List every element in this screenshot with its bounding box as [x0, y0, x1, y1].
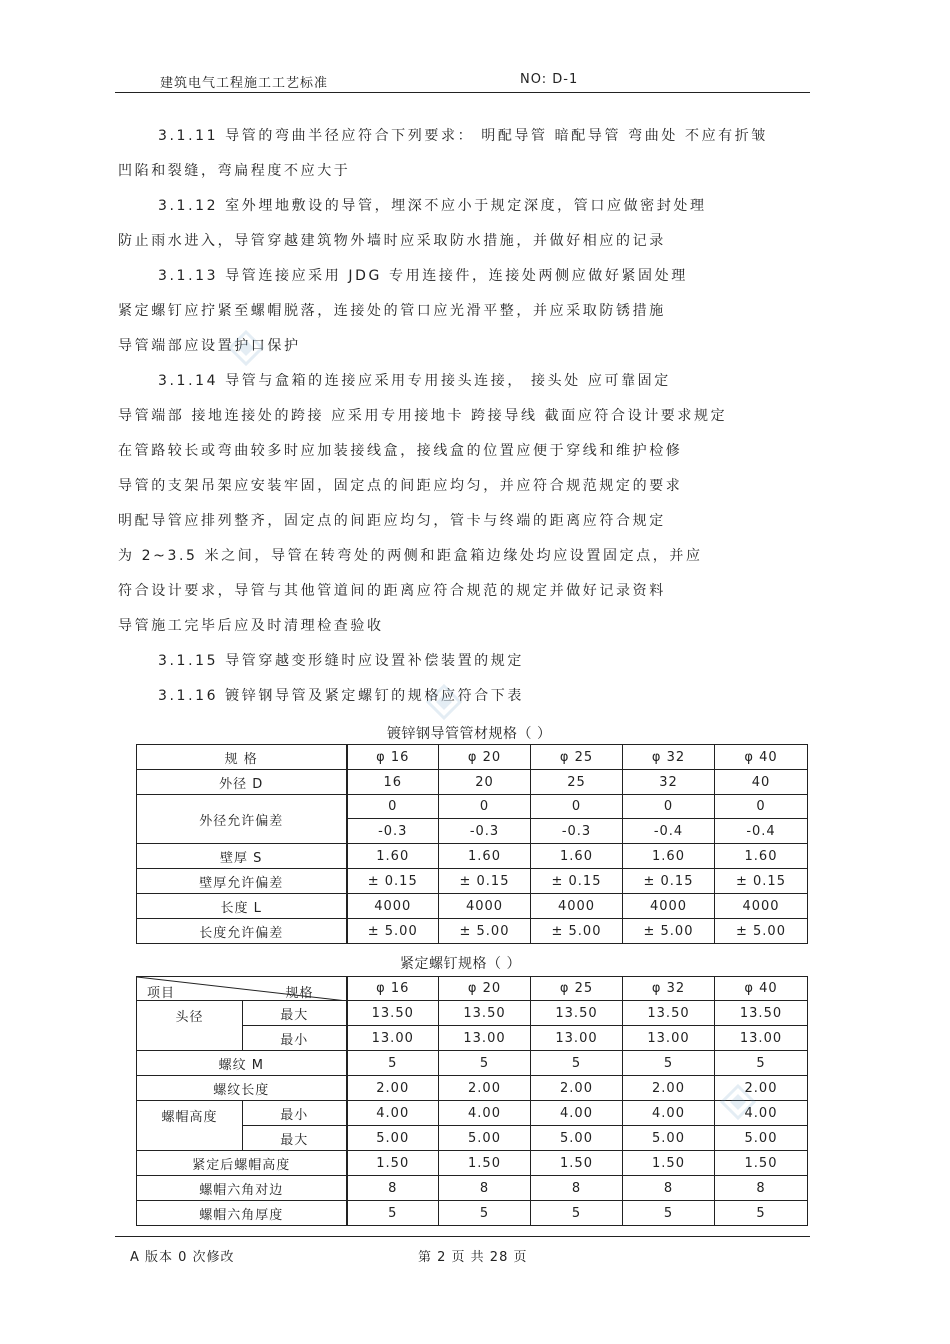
table-cell: 4.00 — [347, 1101, 439, 1126]
row-label: 长度允许偏差 — [137, 919, 347, 944]
table-cell: 1.50 — [531, 1151, 623, 1176]
table-cell: 1.50 — [439, 1151, 531, 1176]
table-cell: 1.50 — [347, 1151, 439, 1176]
table-cell: 1.60 — [347, 844, 439, 869]
table-cell: 4000 — [715, 894, 808, 919]
row-label: 壁厚 S — [137, 844, 347, 869]
table-cell: 4000 — [347, 894, 439, 919]
table-cell: 25 — [531, 770, 623, 795]
page-footer — [115, 1236, 810, 1265]
corner-left-label: 项目 — [147, 986, 176, 1001]
table-cell: 5 — [715, 1051, 808, 1076]
column-header: φ 40 — [715, 977, 808, 1001]
table-row — [137, 919, 808, 944]
table-cell: ± 0.15 — [623, 869, 715, 894]
body-line: 3.1.15 导管穿越变形缝时应设置补偿装置的规定 — [158, 653, 524, 669]
table-cell: -0.3 — [347, 819, 439, 844]
table-cell: ± 0.15 — [531, 869, 623, 894]
table-row — [137, 1151, 808, 1176]
table-row — [137, 1176, 808, 1201]
table-cell: 5.00 — [347, 1126, 439, 1151]
table-cell: 4.00 — [623, 1101, 715, 1126]
sub-label: 最小 — [243, 1101, 347, 1126]
watermark-icon — [228, 330, 264, 366]
header-doc-number: NO: D-1 — [520, 72, 579, 87]
body-line: 3.1.12 室外埋地敷设的导管，埋深不应小于规定深度，管口应做密封处理 — [158, 198, 707, 214]
body-line: 3.1.16 镀锌钢导管及紧定螺钉的规格应符合下表 — [158, 688, 524, 704]
table-cell: φ 20 — [439, 745, 531, 770]
table1-caption: 镀锌钢导管管材规格（ ） — [387, 726, 552, 742]
screw-spec-table — [136, 976, 808, 1226]
table-cell: 1.60 — [531, 844, 623, 869]
row-label: 螺纹 M — [137, 1051, 347, 1076]
table-cell: ± 5.00 — [347, 919, 439, 944]
body-line: 明配导管应排列整齐，固定点的间距应均匀，管卡与终端的距离应符合规定 — [118, 513, 666, 529]
table-row — [137, 745, 808, 770]
table-cell: 0 — [347, 795, 439, 819]
sub-label: 最大 — [243, 1001, 347, 1026]
table-row — [137, 1076, 808, 1101]
table-cell: 2.00 — [715, 1076, 808, 1101]
table-cell: 5 — [439, 1051, 531, 1076]
table-cell: φ 25 — [531, 745, 623, 770]
table-cell: 13.50 — [623, 1001, 715, 1026]
table-cell: 13.00 — [439, 1026, 531, 1051]
table-cell: 13.00 — [347, 1026, 439, 1051]
table-cell: 0 — [531, 795, 623, 819]
table-cell: 1.60 — [439, 844, 531, 869]
body-line: 为 2~3.5 米之间，导管在转弯处的两侧和距盒箱边缘处均应设置固定点，并应 — [118, 548, 703, 564]
footer-version: A 版本 0 次修改 — [130, 1250, 235, 1265]
table-cell: 5 — [715, 1201, 808, 1226]
table-cell: 13.50 — [347, 1001, 439, 1026]
table-row — [137, 894, 808, 919]
table-cell: 4.00 — [531, 1101, 623, 1126]
table-cell: 1.50 — [623, 1151, 715, 1176]
table-cell: 5 — [623, 1201, 715, 1226]
table-cell: 13.50 — [715, 1001, 808, 1026]
body-line: 3.1.14 导管与盒箱的连接应采用专用接头连接， 接头处 应可靠固定 — [158, 373, 671, 389]
table-cell: ± 5.00 — [531, 919, 623, 944]
table-cell: 5.00 — [531, 1126, 623, 1151]
table2-caption: 紧定螺钉规格（ ） — [400, 956, 521, 972]
table-row — [137, 770, 808, 795]
corner-cell — [137, 977, 347, 1001]
table-row — [137, 869, 808, 894]
table-cell: 13.00 — [715, 1026, 808, 1051]
table-cell: 4000 — [531, 894, 623, 919]
table-cell: 20 — [439, 770, 531, 795]
table-cell: 5.00 — [623, 1126, 715, 1151]
table-cell: ± 5.00 — [623, 919, 715, 944]
pipe-spec-table — [136, 744, 808, 944]
table-cell: -0.4 — [715, 819, 808, 844]
table-cell: 13.50 — [439, 1001, 531, 1026]
table-cell: 4.00 — [715, 1101, 808, 1126]
table-cell: 2.00 — [623, 1076, 715, 1101]
body-line: 凹陷和裂缝，弯扁程度不应大于 — [118, 163, 351, 179]
table-row — [137, 1001, 808, 1026]
body-line: 3.1.11 导管的弯曲半径应符合下列要求： 明配导管 暗配导管 弯曲处 不应有折皱 — [158, 128, 768, 144]
body-line: 导管端部 接地连接处的跨接 应采用专用接地卡 跨接导线 截面应符合设计要求规定 — [118, 408, 728, 424]
table-cell: 5 — [531, 1051, 623, 1076]
table-row — [137, 1101, 808, 1126]
table-cell: 0 — [715, 795, 808, 819]
footer-page-number: 第 2 页 共 28 页 — [418, 1250, 528, 1265]
table-cell: 40 — [715, 770, 808, 795]
table-cell: 1.60 — [623, 844, 715, 869]
column-header: φ 25 — [531, 977, 623, 1001]
table-row — [137, 1201, 808, 1226]
table-cell: φ 40 — [715, 745, 808, 770]
table-cell: 2.00 — [439, 1076, 531, 1101]
table-cell: 32 — [623, 770, 715, 795]
table-cell: -0.3 — [531, 819, 623, 844]
corner-right-label: 规格 — [285, 986, 314, 1001]
table-row — [137, 844, 808, 869]
table-cell: ± 0.15 — [715, 869, 808, 894]
body-line: 导管施工完毕后应及时清理检查验收 — [118, 618, 384, 634]
table-cell: 8 — [347, 1176, 439, 1201]
table-row — [137, 1051, 808, 1076]
table-row — [137, 795, 808, 819]
table-cell: 8 — [715, 1176, 808, 1201]
row-label: 长度 L — [137, 894, 347, 919]
table-cell: ± 0.15 — [347, 869, 439, 894]
table-cell: 16 — [347, 770, 439, 795]
column-header: φ 20 — [439, 977, 531, 1001]
body-line: 在管路较长或弯曲较多时应加装接线盒，接线盒的位置应便于穿线和维护检修 — [118, 443, 683, 459]
sub-label: 最大 — [243, 1126, 347, 1151]
table-cell: 5 — [347, 1051, 439, 1076]
table-cell: ± 5.00 — [439, 919, 531, 944]
table-cell: φ 16 — [347, 745, 439, 770]
body-line: 3.1.13 导管连接应采用 JDG 专用连接件，连接处两侧应做好紧固处理 — [158, 268, 688, 284]
table-cell: 13.50 — [531, 1001, 623, 1026]
table-cell: 4000 — [439, 894, 531, 919]
table-cell: 5 — [623, 1051, 715, 1076]
table-cell: 5 — [347, 1201, 439, 1226]
row-label: 螺帽六角厚度 — [137, 1201, 347, 1226]
table-cell: 2.00 — [531, 1076, 623, 1101]
table-cell: 5 — [439, 1201, 531, 1226]
group-label: 螺帽高度 — [137, 1101, 243, 1151]
table-cell: 0 — [439, 795, 531, 819]
table-cell: 8 — [623, 1176, 715, 1201]
body-line: 导管的支架吊架应安装牢固，固定点的间距应均匀，并应符合规范规定的要求 — [118, 478, 683, 494]
column-header: φ 16 — [347, 977, 439, 1001]
table-cell: 1.60 — [715, 844, 808, 869]
watermark-icon — [426, 684, 462, 720]
sub-label: 最小 — [243, 1026, 347, 1051]
group-label: 头径 — [137, 1001, 243, 1051]
table-cell: -0.4 — [623, 819, 715, 844]
table-cell: 8 — [439, 1176, 531, 1201]
page-header — [115, 70, 810, 93]
table-cell: 5.00 — [715, 1126, 808, 1151]
header-title: 建筑电气工程施工工艺标准 — [160, 76, 329, 91]
body-line: 紧定螺钉应拧紧至螺帽脱落，连接处的管口应光滑平整，并应采取防锈措施 — [118, 303, 666, 319]
table-cell: -0.3 — [439, 819, 531, 844]
table-row — [137, 977, 808, 1001]
body-line: 符合设计要求，导管与其他管道间的距离应符合规范的规定并做好记录资料 — [118, 583, 666, 599]
row-label: 规 格 — [137, 745, 347, 770]
body-line: 导管端部应设置护口保护 — [118, 338, 301, 354]
row-label: 螺帽六角对边 — [137, 1176, 347, 1201]
table-cell: 8 — [531, 1176, 623, 1201]
table-cell: ± 0.15 — [439, 869, 531, 894]
row-label: 外径 D — [137, 770, 347, 795]
table-cell: 1.50 — [715, 1151, 808, 1176]
row-label: 紧定后螺帽高度 — [137, 1151, 347, 1176]
row-label: 外径允许偏差 — [137, 795, 347, 844]
table-cell: 4.00 — [439, 1101, 531, 1126]
column-header: φ 32 — [623, 977, 715, 1001]
table-cell: φ 32 — [623, 745, 715, 770]
row-label: 螺纹长度 — [137, 1076, 347, 1101]
row-label: 壁厚允许偏差 — [137, 869, 347, 894]
table-cell: 4000 — [623, 894, 715, 919]
table-cell: 13.00 — [531, 1026, 623, 1051]
table-cell: 5 — [531, 1201, 623, 1226]
table-cell: 2.00 — [347, 1076, 439, 1101]
table-cell: ± 5.00 — [715, 919, 808, 944]
table-cell: 0 — [623, 795, 715, 819]
body-line: 防止雨水进入，导管穿越建筑物外墙时应采取防水措施，并做好相应的记录 — [118, 233, 666, 249]
table-cell: 13.00 — [623, 1026, 715, 1051]
watermark-icon — [720, 1084, 756, 1120]
table-cell: 5.00 — [439, 1126, 531, 1151]
